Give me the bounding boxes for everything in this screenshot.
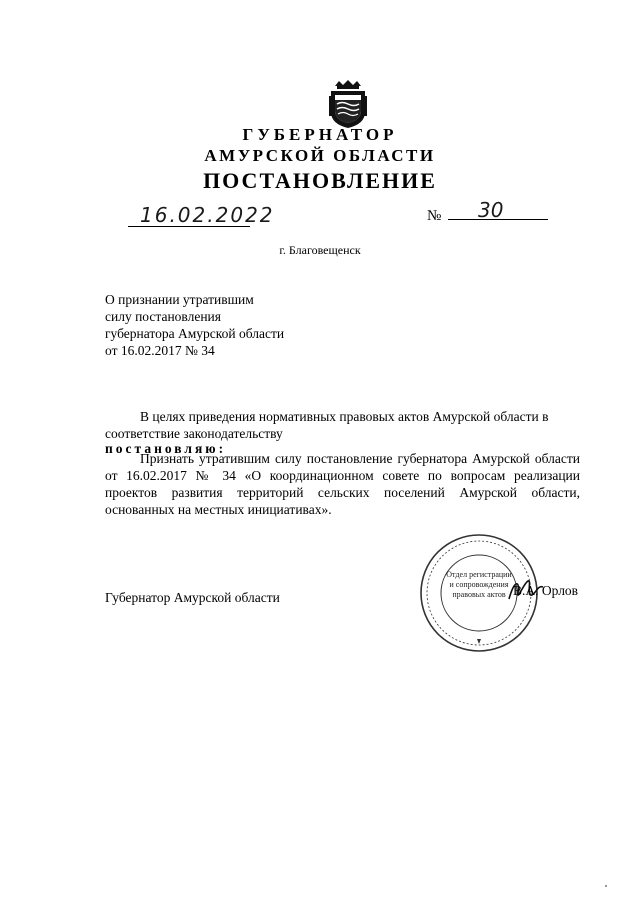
- clause-paragraph: Признать утратившим силу постановление губернатора Амурской области от 16.02.2017 № 34 «О координационном совете по вопросам реализации проектов развития территорий сельских поселений Амурской области, основанных на местных инициативах».: [105, 451, 580, 517]
- subject-line: от 16.02.2017 № 34: [105, 343, 215, 358]
- document-city: г. Благовещенск: [279, 243, 361, 257]
- scan-speck: [605, 885, 607, 887]
- number-underline: [448, 219, 548, 220]
- document-subject: [105, 291, 284, 359]
- document-date: 16.02.2022: [140, 203, 275, 227]
- date-underline: [128, 226, 250, 227]
- header-title: ГУБЕРНАТОР: [242, 125, 398, 144]
- preamble-paragraph: В целях приведения нормативных правовых актов Амурской области в соответствие законодательству: [105, 409, 549, 441]
- signatory-name: В.А. Орлов: [513, 583, 579, 598]
- document-number: 30: [478, 198, 504, 222]
- signatory-position: Губернатор Амурской области: [105, 590, 280, 605]
- number-sign: №: [427, 208, 442, 224]
- stamp-inner-text: Отдел регистрации и сопровождения правовых актов: [446, 570, 512, 599]
- header-region: АМУРСКОЙ ОБЛАСТИ: [204, 146, 436, 165]
- coat-of-arms-icon: [327, 78, 369, 130]
- decree-word: постановляю:: [105, 441, 227, 456]
- subject-line: О признании утратившим: [105, 292, 254, 307]
- subject-line: силу постановления: [105, 309, 221, 324]
- subject-line: губернатора Амурской области: [105, 326, 285, 341]
- document-type: ПОСТАНОВЛЕНИЕ: [203, 168, 437, 193]
